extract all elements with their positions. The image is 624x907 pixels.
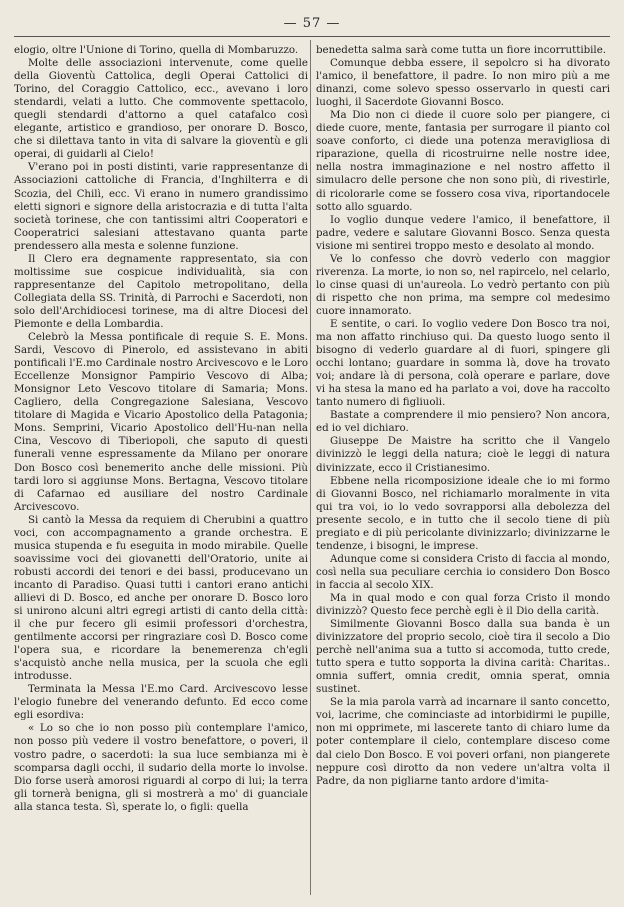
- paragraph: Si cantò la Messa da requiem di Cherubini a quattro voci, con accompagnamento a grande orchestra. E musica stupenda e fu eseguita in modo mirabile. Quelle soavissime voci dei giovanetti dell'Oratorio, unite ai robusti accordi dei tenori e dei bassi, producevano un incanto di Paradiso. Quasi tutti i cantori erano antichi allievi di D. Bosco, ed anche per onorare D. Bosco loro si unirono alcuni altri egregi artisti di canto della città: il che pur fecero gli esimii professori d'orchestra, gentilmente accorsi per ringraziare così D. Bosco come l'opera sua, e ricordare la benemerenza ch'egli s'acquistò anche nella musica, per la scuola che egli introdusse.: [14, 513, 308, 683]
- paragraph: Similmente Giovanni Bosco dalla sua banda è un divinizzatore del proprio secolo, cioè tira il secolo a Dio perchè nell'anima sua a tutto si accomoda, tutto crede, tutto spera e tutto sopporta la divina carità: Charitas.. omnia suffert, omnia credit, omnia sperat, omnia sustinet.: [316, 618, 610, 696]
- paragraph: Ve lo confesso che dovrò vederlo con maggior riverenza. La morte, io non so, nel rapircelo, nel celarlo, lo cinse quasi di un'aureola. Lo vedrò pertanto con più di rispetto che non prima, ma sempre col medesimo cuore innamorato.: [316, 252, 610, 317]
- paragraph: « Lo so che io non posso più contemplare l'amico, non posso più vedere il vostro benefattore, o poveri, il vostro padre, o sacerdoti: la sua luce sembianza mi è scomparsa dagli occhi, il sudario della morte lo involse. Dio forse userà amorosi riguardi al corpo di lui; la terra gli tornerà benigna, gli si mostrerà a mo' di guanciale alla stanca testa. Sì, sperate lo, o figli: quella: [14, 722, 308, 813]
- paragraph: Molte delle associazioni intervenute, come quelle della Gioventù Cattolica, degli Operai Cattolici di Torino, del Coraggio Cattolico, ecc., avevano i loro stendardi, velati a lutto. Che commovente spettacolo, quegli stendardi d'attorno a quel catafalco così elegante, artistico e grandioso, per onorare D. Bosco, che si dilettava tanto in vita di salvare la gioventù e gli operai, di guidarli al Cielo!: [14, 57, 308, 161]
- paragraph: Giuseppe De Maistre ha scritto che il Vangelo divinizzò le leggi della natura; cioè le leggi di natura divinizzate, ecco il Cristianesimo.: [316, 435, 610, 474]
- paragraph: Terminata la Messa l'E.mo Card. Arcivescovo lesse l'elogio funebre del venerando defunto. Ed ecco come egli esordiva:: [14, 683, 308, 722]
- paragraph: Se la mia parola varrà ad incarnare il santo concetto, voi, lacrime, che cominciaste ad intorbidirmi le pupille, non mi opprimete, mi lascerete tanto di chiaro lume da poter contemplare il cielo, contemplare disceso come dal cielo Don Bosco. E voi poveri orfani, non piangerete neppure così dirotto da non vedere un'altra volta il Padre, da non pigliarne tanto ardore d'imita-: [316, 696, 610, 787]
- paragraph: V'erano poi in posti distinti, varie rappresentanze di Associazioni cattoliche di Francia, d'Inghilterra e di Scozia, del Chilì, ecc. Vi erano in numero grandissimo eletti signori e signore della aristocrazia e di tutta l'alta società torinese, che con tantissimi altri Cooperatori e Cooperatrici salesiani attestavano quanta parte prendessero alla mesta e solenne funzione.: [14, 161, 308, 252]
- paragraph: Celebrò la Messa pontificale di requie S. E. Mons. Sardi, Vescovo di Pinerolo, ed assistevano in abiti pontificali l'E.mo Cardinale nostro Arcivescovo e le Loro Eccellenze Monsignor Pampirio Vescovo di Alba; Monsignor Leto Vescovo titolare di Samaria; Mons. Cagliero, della Congregazione Salesiana, Vescovo titolare di Magida e Vicario Apostolico della Patagonia; Mons. Semprini, Vicario Apostolico dell'Hu-nan nella Cina, Vescovo di Tiberiopoli, che saputo di questi funerali venne espressamente da Milano per onorare Don Bosco così benemerito anche delle missioni. Più tardi loro si aggiunse Mons. Bertagna, Vescovo titolare di Cafarnao ed ausiliare del nostro Cardinale Arcivescovo.: [14, 331, 308, 513]
- column-divider: [310, 40, 311, 895]
- page-number: — 57 —: [283, 16, 341, 31]
- paragraph: elogio, oltre l'Unione di Torino, quella di Mombaruzzo.: [14, 44, 299, 56]
- paragraph: Comunque debba essere, il sepolcro si ha divorato l'amico, il benefattore, il padre. Io non miro più a me dinanzi, come solevo spesso osservarlo in questi cari luoghi, il Sacerdote Giovanni Bosco.: [316, 57, 610, 109]
- left-column: [14, 44, 308, 814]
- paragraph: Io voglio dunque vedere l'amico, il benefattore, il padre, vedere e salutare Giovanni Bosco. Senza questa visione mi sentirei troppo mesto e desolato al mondo.: [316, 213, 610, 252]
- paragraph: Adunque come si considera Cristo di faccia al mondo, così nella sua peculiare cerchia io considero Don Bosco in faccia al secolo XIX.: [316, 552, 610, 591]
- paragraph: Il Clero era degnamente rappresentato, sia con moltissime sue cospicue individualità, sia con rappresentanze del Capitolo metropolitano, della Collegiata della SS. Trinità, di Parrochi e Sacerdoti, non solo dell'Archidiocesi torinese, ma di altre Diocesi del Piemonte e della Lombardia.: [14, 252, 308, 330]
- header-rule: [14, 36, 610, 37]
- right-column: [316, 44, 610, 788]
- paragraph: Ma Dio non ci diede il cuore solo per piangere, ci diede cuore, mente, fantasia per surrogare il pianto col soave conforto, ci diede una potenza meravigliosa di riparazione, quella di ricostruirne nelle nostre idee, nella nostra immaginazione e nel nostro affetto il simulacro delle persone che non sono più, di rivestirle, di ricolorarle come se fossero cosa viva, riportandocele sotto allo sguardo.: [316, 109, 610, 213]
- paragraph: Ma in qual modo e con qual forza Cristo il mondo divinizzò? Questo fece perchè egli è il Dio della carità.: [316, 591, 610, 618]
- paragraph: Ebbene nella ricomposizione ideale che io mi formo di Giovanni Bosco, nel richiamarlo moralmente in vita qui tra voi, io lo vedo sovrapporsi alla debolezza del presente secolo, e in tutto che il secolo tiene di più pregiato e di più pericolante divinizzarlo; divinizzarne le tendenze, i bisogni, le imprese.: [316, 474, 610, 552]
- paragraph: Bastate a comprendere il mio pensiero? Non ancora, ed io vel dichiaro.: [316, 409, 610, 435]
- paragraph: benedetta salma sarà come tutta un fiore incorruttibile.: [316, 44, 607, 56]
- paragraph: E sentite, o cari. Io voglio vedere Don Bosco tra noi, ma non affatto rinchiuso qui. Da questo luogo sento il bisogno di vederlo guardare al di fuori, spingere gli occhi lontano; guardare in somma là, dove ha trovato voi; andare là di persona, colà operare e parlare, dove vi ha stesa la mano ed ha parlato a voi, dove ha raccolto tanto numero di figliuoli.: [316, 317, 610, 409]
